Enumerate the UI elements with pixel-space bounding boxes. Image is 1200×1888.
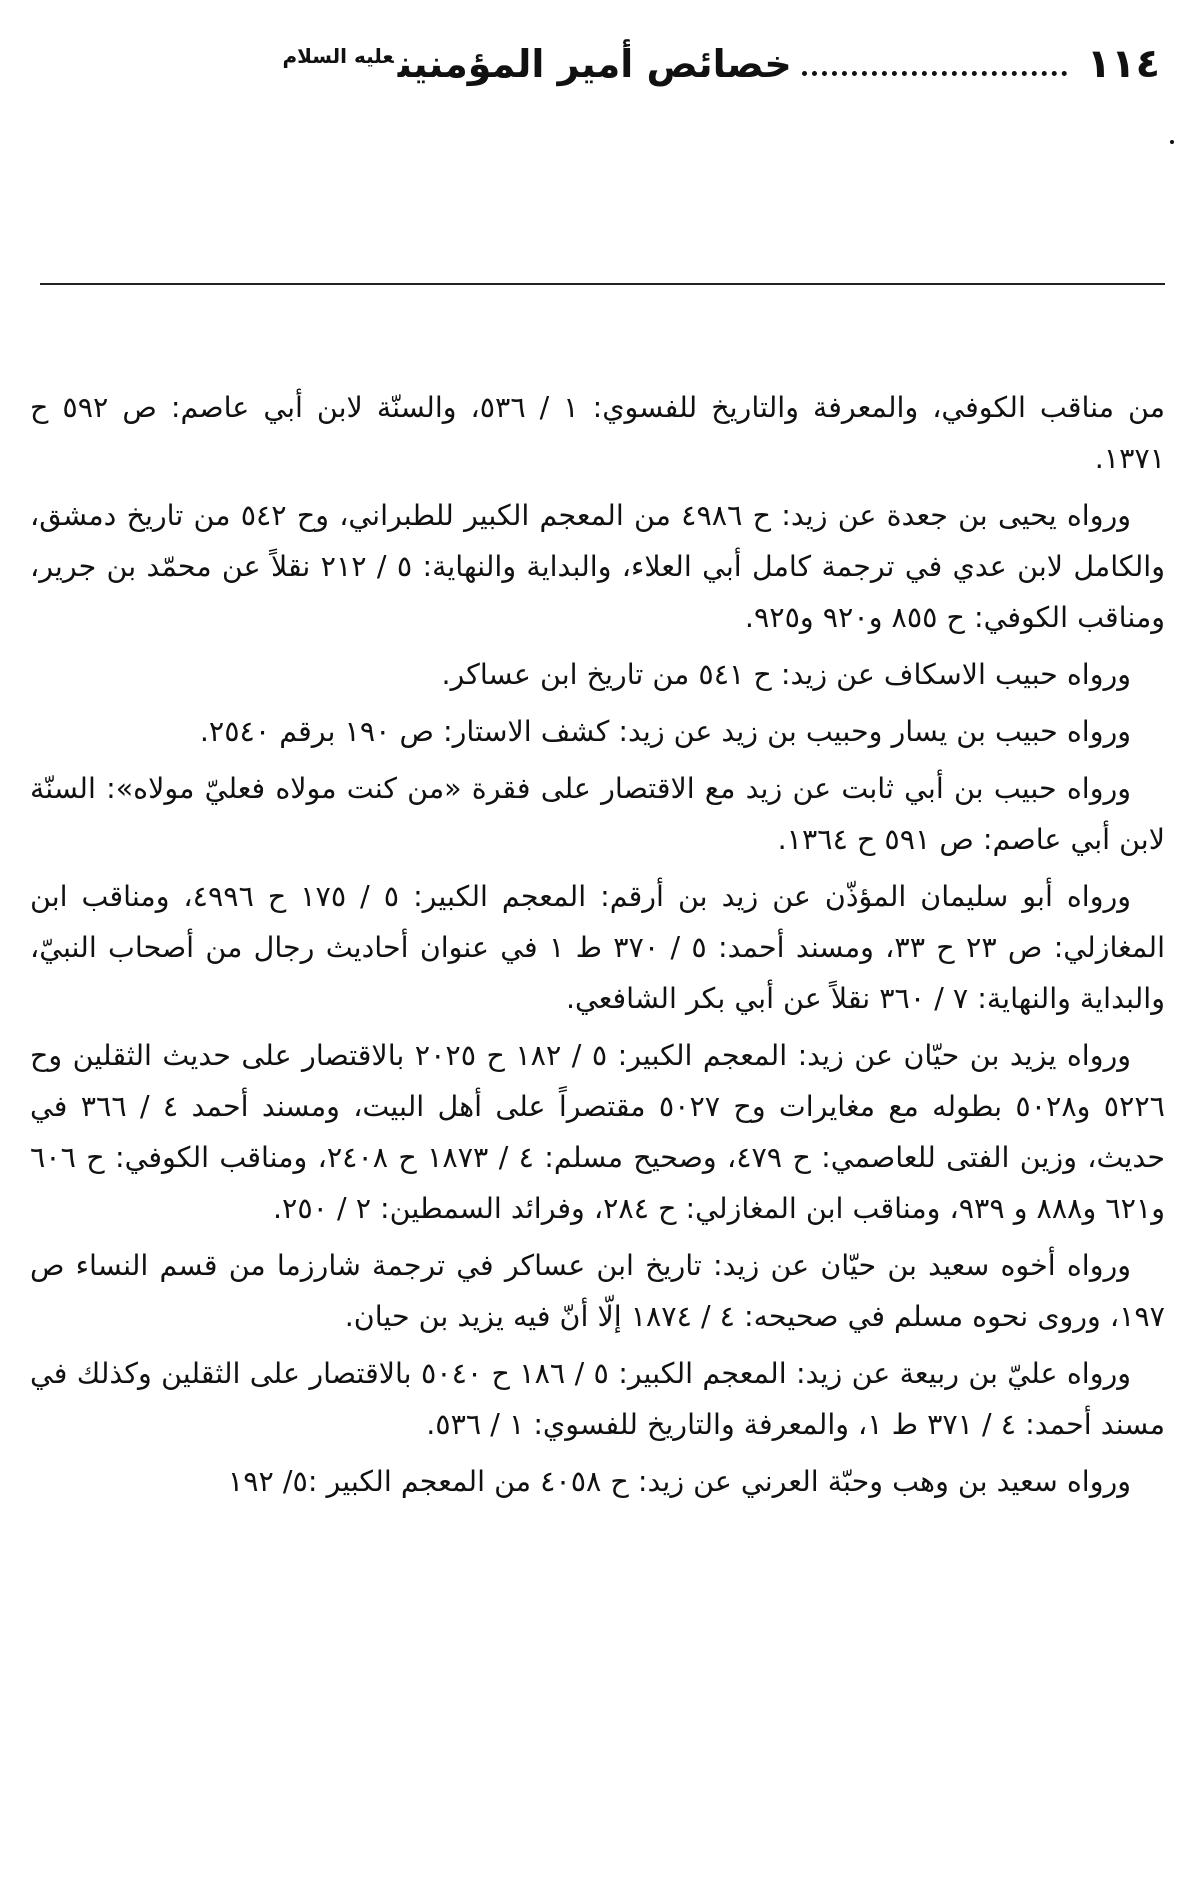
footnote-paragraph: ورواه حبيب الاسكاف عن زيد: ح ٥٤١ من تاريخ ابن عساكر. [441,658,1131,691]
footnote-paragraph: من مناقب الكوفي، والمعرفة والتاريخ للفسوي: ١ / ٥٣٦، والسنّة لابن أبي عاصم: ص ٥٩٢ ح ١٣٧١. [30,391,1166,475]
footnote-paragraph: ورواه أخوه سعيد بن حيّان عن زيد: تاريخ ابن عساكر في ترجمة شارزما من قسم النساء ص ١٩٧، وروى نحوه مسلم في صحيحه: ٤ / ١٨٧٤ إلّا أنّ فيه يزيد بن حيان. [30,1249,1165,1333]
footnote-paragraph: ورواه عليّ بن ربيعة عن زيد: المعجم الكبير: ٥ / ١٨٦ ح ٥٠٤٠ بالاقتصار على الثقلين وكذلك في مسند أحمد: ٤ / ٣٧١ ط ١، والمعرفة والتاريخ للفسوي: ١ / ٥٣٦. [30,1357,1165,1441]
footnote-paragraph: ورواه يزيد بن حيّان عن زيد: المعجم الكبير: ٥ / ١٨٢ ح ٢٠٢٥ بالاقتصار على حديث الثقلين وح ٥٢٢٦ و٥٠٢٨ بطوله مع مغايرات وح ٥٠٢٧ مقتصراً على أهل البيت، ومسند أحمد ٤ / ٣٦٦ في حديث، وزين الفتى للعاصمي: ح ٤٧٩، وصحيح مسلم: ٤ / ١٨٧٣ ح ٢٤٠٨، ومناقب الكوفي: ح ٦٠٦ و٦٢١ و٨٨٨ و ٩٣٩، ومناقب ابن المغازلي: ح ٢٨٤، وفرائد السمطين: ٢ / ٢٥٠. [30,1039,1165,1225]
page-number: ١١٤ [1086,41,1160,87]
footnotes [30,382,1165,1513]
footnote-paragraph: ورواه أبو سليمان المؤذّن عن زيد بن أرقم: المعجم الكبير: ٥ / ١٧٥ ح ٤٩٩٦، ومناقب ابن المغازلي: ص ٢٣ ح ٣٣، ومسند أحمد: ٥ / ٣٧٠ ط ١ في عنوان أحاديث رجال من أصحاب النبيّ، والبداية والنهاية: ٧ / ٣٦٠ نقلاً عن أبي بكر الشافعي. [30,880,1166,1015]
footnote-paragraph: ورواه حبيب بن يسار وحبيب بن زيد عن زيد: كشف الاستار: ص ١٩٠ برقم ٢٥٤٠. [199,715,1131,748]
header-dot-leader [802,71,1067,76]
honorific-mark: عليه السلام [282,44,394,69]
page-header [40,34,1160,94]
footnote-paragraph: ورواه حبيب بن أبي ثابت عن زيد مع الاقتصار على فقرة «من كنت مولاه فعليّ مولاه»: السنّة لابن أبي عاصم: ص ٥٩١ ح ١٣٦٤. [30,772,1165,856]
footnote-paragraph: ورواه سعيد بن وهب وحبّة العرني عن زيد: ح ٤٠٥٨ من المعجم الكبير :٥/ ١٩٢ [227,1465,1131,1498]
footnote-paragraph: ورواه يحيى بن جعدة عن زيد: ح ٤٩٨٦ من المعجم الكبير للطبراني، وح ٥٤٢ من تاريخ دمشق، والكامل لابن عدي في ترجمة كامل أبي العلاء، والبداية والنهاية: ٥ / ٢١٢ نقلاً عن محمّد بن جرير، ومناقب الكوفي: ح ٨٥٥ و٩٢٠ و٩٢٥. [30,499,1165,634]
stray-dot [1170,140,1174,144]
running-title-text: خصائص أمير المؤمنين [397,42,792,86]
running-title [282,42,791,86]
footnote-separator-rule [40,283,1165,285]
